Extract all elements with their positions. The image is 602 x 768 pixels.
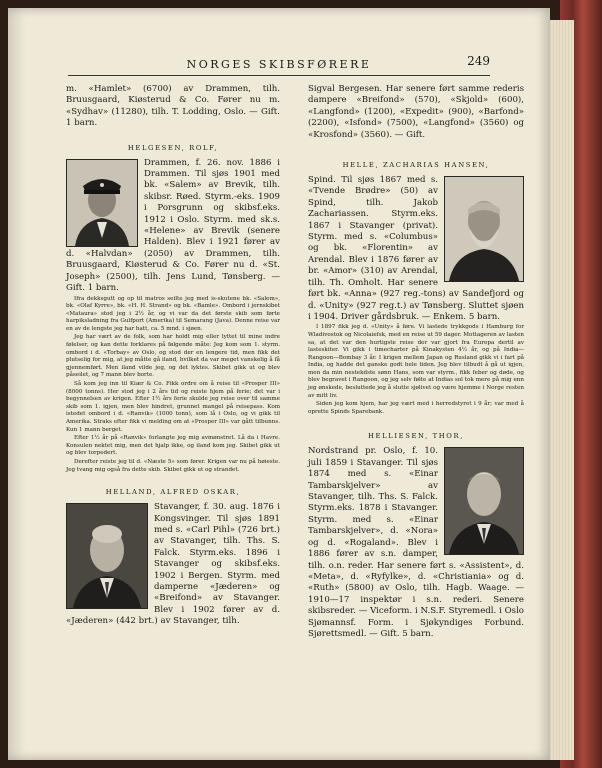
page-stack bbox=[548, 20, 574, 760]
left-column bbox=[66, 84, 280, 628]
portrait-photo-helgesen bbox=[66, 159, 138, 247]
story-paragraph: Efter 1½ år på «Ranvik» forlangte jeg mig avmønstret. Lå da i Havre. Konsulen nektet mig, men det hjalp ikke, og iland kom jeg. Skibet gikk ut og blev torpedert. bbox=[66, 435, 280, 457]
story-paragraph: Jeg har vært av de folk, som har holdt mig eller lyttet til mine indre følelser, og kan dette forklares på følgende måte: Jeg kom som 1. styrm. ombord i d. «Torbay» av Oslo, og stod der en lengere tid, men fikk det plutselig for mig, at jeg måtte gå iland, hvilket da var meget vanskelig å få gjennemført. Men iland vilde jeg, og det lyktes. Skibet gikk ut og blev påseilet, og 7 mann blev borte. bbox=[66, 334, 280, 379]
entry-name-helgesen: HELGESEN, ROLF, bbox=[127, 143, 219, 152]
portrait-photo-helland bbox=[66, 503, 148, 609]
right-intro-text: Sigval Bergesen. Har senere ført samme rederis dampere «Breifond» (570), «Skjold» (600), «Langfond» (1200), «Expedit» (900), «Barfond» (2200), «Isfond» (7500), «Langfond» (3560) og «Krosfond» (3560). — Gift. bbox=[308, 84, 524, 140]
left-intro-text: m. «Hamlet» (6700) av Drammen, tilh. Bruusgaard, Kiøsterud & Co. Fører nu m. «Sydhav» (11280), tilh. T. Lodding, Oslo. — Gift. 1 barn. bbox=[66, 84, 280, 129]
story-paragraph: Derefter reiste jeg til d. «Næste 5» som fører. Krigen var nu på høieste. Jeg tvang mig også fra dette skib. Skibet gikk ut og strandet. bbox=[66, 458, 280, 473]
entry-name-helle: HELLE, ZACHARIAS HANSEN, bbox=[342, 161, 490, 170]
entry-text-helland: Stavanger, f. 30. aug. 1876 i Kongsvinger. Til sjøs 1891 med s. «Carl Pihl» (726 brt.) av Stavanger, tilh. Ths. S. Falck. Styrm.eks. 1896 i Stavanger og skibsf.eks. 1902 i Bergen. Styrm. med damperne «Jæderen» og «Breifond» av Stavanger. Blev i 1902 fører av d. «Jæderen» (442 brt.) av Stavanger, tilh. bbox=[66, 502, 280, 627]
entry-text-helle: Spind. Til sjøs 1867 med s. «Tvende Brødre» (50) av Spind, tilh. Jakob Zachariassen. Styrm.eks. 1867 i Stavanger (privat). Styrm. med s. «Columbus» og bk. «Florentin» av Arendal. Blev i 1876 fører av br. «Amor» (310) av Arendal, tilh. Th. Omholt. Har senere ført bk. «Anna» (927 reg.-tons) av Sandefjord og d. «Unity» (927 reg.t.) av Tønsberg. Sluttet sjøen i 1904. Driver gårdsbruk. — Enkem. 5 barn. bbox=[308, 175, 524, 322]
portrait-bald-man-icon bbox=[67, 504, 147, 608]
page-number: 249 bbox=[467, 54, 490, 68]
entry-name-helliesen: HELLIESEN, THOR, bbox=[368, 432, 464, 441]
portrait-photo-helle bbox=[444, 176, 524, 282]
book-page bbox=[8, 8, 550, 760]
right-column bbox=[308, 84, 524, 640]
portrait-photo-helliesen bbox=[444, 447, 524, 555]
portrait-older-man-icon bbox=[445, 448, 523, 554]
story-paragraph: I 1897 fikk jeg d. «Unity» å føre. Vi lastede trykkgods i Hamburg for Wladivostok og Nicolaiefsk, med en reise ut 59 dager. Mottageren av lasten sa, at det var den hurtigste reise der var gjort fra Europa dertil av lasteskiter. Vi gikk i timecharter på Kinakysten 4½ år, og på India—Rangoon—Bombay 3 år. I krigen mellem Japan og Rusland gikk vi i fart på India, og hadde det ganske godt hele tiden. Jeg blev tilbudt å gå ut igjen, men da min nestekdste sønn Hans, som var styrm., fikk feber og døde, og blev begravet i Rangoon, og jeg selv følte at Indias sol tok mere på mig enn jeg ønskede, besluttede jeg å slutte sjølivet og være hjemme i Norge resten av mitt liv. bbox=[308, 324, 524, 399]
header-rule bbox=[68, 75, 490, 76]
portrait-bearded-man-icon bbox=[445, 177, 523, 281]
entry-name-helland: HELLAND, ALFRED OSKAR, bbox=[105, 488, 241, 497]
header-title: NORGES SKIBSFØRERE bbox=[186, 58, 372, 71]
entry-text-helgesen: Drammen, f. 26. nov. 1886 i Drammen. Til sjøs 1901 med bk. «Salem» av Brevik, tilh. skibsr. Røed. Styrm.-eks. 1909 i Porsgrunn og skibsf.eks. 1912 i Oslo. Styrm. med sk.s. «Helene» av Brevik (senere Halden). Blev i 1921 fører av d. «Halvdan» (2050) av Drammen, tilh. Bruusgaard, Kiøsterud & Co. Fører nu d. «St. Joseph» (2500), tilh. Jens Lund, Tønsberg. — Gift. 1 barn. bbox=[66, 157, 280, 294]
story-paragraph: Så kom jeg inn til Kiær & Co. Fikk ordre om å reise til «Prosper III» (8000 tonns). Her stod jeg i 2 års tid og reiste hjem på ferie; det var i begynnelsen av krigen. Efter 1½ års ferie skulde jeg reise over til samme skib som 1. igjen, men blev hindret, grunnet mangel på reisepass. Kom istedet ombord i d. «Ranvik» (1000 tonn), som lå i Oslo, og vi gikk til Amerika. Straks efter fikk vi melding om at «Prosper III» var gått tilbunns. Kun 1 mann berget. bbox=[66, 381, 280, 433]
portrait-captain-icon bbox=[67, 160, 137, 246]
story-paragraph: Ifra dekksgutt og op til matros seilte jeg med is-skutene bk. «Salem», bk. «Olaf Kyrre», bk. «H. H. Strand» og bk. «Bamle». Ombord i jernskibet «Mataura» stod jeg i 2½ år, og vi var da det første skib som førte harpiksladning fra Gulfport (Amerika) til Semarang (Java). Denne reise var en av de lengste jeg har hatt, ca. 5 mnd. i sjøen. bbox=[66, 295, 280, 332]
running-header bbox=[8, 56, 550, 74]
story-paragraph: Siden jeg kom hjem, har jeg vært med i herredstyret i 9 år; var med å oprette Spinds Sparebank. bbox=[308, 401, 524, 415]
entry-text-helliesen: Nordstrand pr. Oslo, f. 10. juli 1859 i Stavanger. Til sjøs 1874 med s. «Einar Tambarskjelver» av Stavanger, tilh. Ths. S. Falck. Styrm.eks. 1878 i Stavanger. Styrm. med s. «Einar Tambarskjelver», d. «Nora» og d. «Rogaland». Blev i 1886 fører av s.n. damper, tilh. o.n. reder. Har senere ført s. «Assistent», d. «Meta», d. «Ryfylke», d. «Christiania» og d. «Ruth» (5800) av Oslo, tilh. Hagb. Waage. — 1910—17 inspektør i s.n. rederi. Senere skibsreder. — Viceform. i N.S.F. Styremedl. i Oslo Sjømannsf. Form. i Sjøkyndiges Forbund. Sjørettsmedl. — Gift. 5 barn. bbox=[308, 446, 524, 639]
